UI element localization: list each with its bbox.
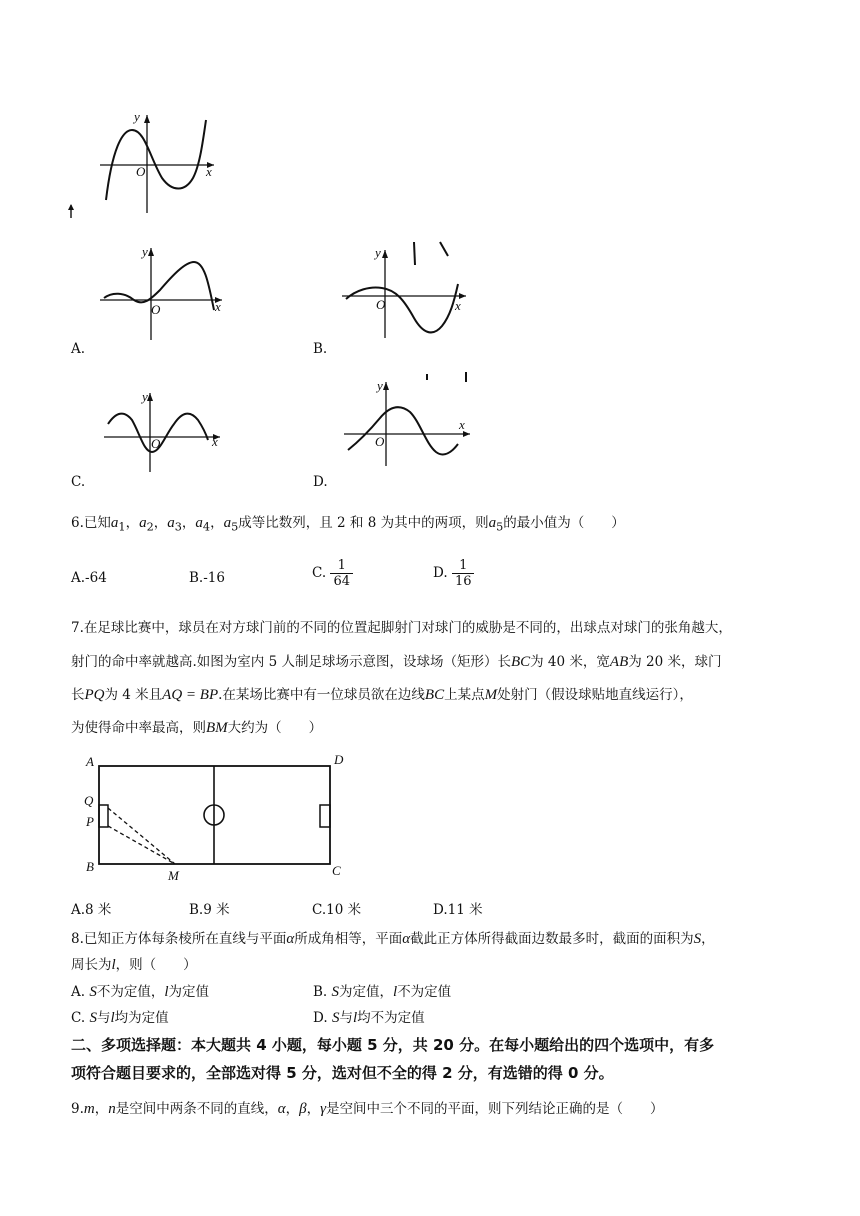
q8-option-b[interactable]: B. S为定值，l不为定值: [313, 984, 452, 1000]
q9-stem: 9.m，n是空间中两条不同的直线，α，β，γ是空间中三个不同的平面，则下列结论正确的是（ ）: [71, 1101, 664, 1117]
q6-option-c[interactable]: C. $\frac{1}{64}$: [312, 558, 353, 589]
q7-stem-line4: 为使得命中率最高，则BM大约为（ ）: [71, 720, 323, 736]
point-p-label: P: [86, 814, 94, 829]
shot-line-q: [108, 808, 175, 864]
section2-heading-line2: 项符合题目要求的，全部选对得 5 分，选对但不全的得 2 分，有选错的得 0 分。: [71, 1064, 614, 1082]
point-d-label: D: [334, 752, 344, 767]
graph-a-x-label: x: [215, 299, 221, 314]
q6-option-d-fraction: $\frac{1}{16}$: [452, 558, 475, 589]
q5-option-b-label[interactable]: B.: [313, 341, 328, 357]
q5-main-origin-label: O: [136, 164, 146, 179]
q7-stem-line3: 长PQ为 4 米且AQ = BP.在某场比赛中有一位球员欲在边线BC上某点M处射门（假设球贴地直线运行），: [71, 687, 693, 703]
shot-line-p: [108, 826, 175, 864]
q6-option-c-fraction: $\frac{1}{64}$: [330, 558, 353, 589]
q6-option-d[interactable]: D. $\frac{1}{16}$: [433, 558, 474, 589]
graph-b-y-label: y: [375, 245, 381, 260]
q5-option-d-label[interactable]: D.: [313, 474, 328, 490]
point-m-label: M: [168, 868, 179, 883]
graph-a-y-label: y: [142, 244, 148, 259]
graph-d-x-label: x: [459, 417, 465, 432]
q6-stem: 6.已知$a_1$，$a_2$，$a_3$，$a_4$，$a_5$成等比数列，且 2 和 8 为其中的两项，则$a_5$的最小值为（ ）: [71, 515, 625, 534]
q8-stem-line2: 周长为l，则（ ）: [71, 957, 197, 973]
point-b-label: B: [86, 859, 94, 874]
q5-main-y-label: y: [134, 109, 140, 124]
section2-heading-line1: 二、多项选择题：本大题共 4 小题，每小题 5 分，共 20 分。在每小题给出的四个选项中，有多: [71, 1036, 715, 1054]
point-c-label: C: [332, 863, 341, 878]
graph-c-y-label: y: [142, 389, 148, 404]
point-q-label: Q: [84, 793, 94, 808]
right-goal: [320, 805, 330, 827]
graph-c-x-label: x: [212, 434, 218, 449]
left-goal: [99, 805, 108, 827]
graph-b-origin-label: O: [376, 297, 386, 312]
q7-option-a[interactable]: A.8 米: [71, 902, 112, 918]
q7-stem-line2: 射门的命中率就越高.如图为室内 5 人制足球场示意图，设球场（矩形）长BC为 40 米，宽AB为 20 米，球门: [71, 654, 722, 670]
q5-main-x-label: x: [206, 164, 212, 179]
q7-stem-line1: 7.在足球比赛中，球员在对方球门前的不同的位置起脚射门对球门的威胁是不同的，出球点对球门的张角越大，: [71, 620, 732, 636]
q7-option-d[interactable]: D.11 米: [433, 902, 483, 918]
q5-option-c-label[interactable]: C.: [71, 474, 86, 490]
graph-b-x-label: x: [455, 298, 461, 313]
q8-option-a[interactable]: A. S不为定值，l为定值: [71, 984, 210, 1000]
q5-option-a-label[interactable]: A.: [71, 341, 86, 357]
q7-option-c[interactable]: C.10 米: [312, 902, 362, 918]
q8-option-c[interactable]: C. S与l均为定值: [71, 1010, 169, 1026]
graph-d-y-label: y: [377, 378, 383, 393]
q8-option-d[interactable]: D. S与l均不为定值: [313, 1010, 425, 1026]
graph-a-origin-label: O: [151, 302, 161, 317]
q8-stem-line1: 8.已知正方体每条棱所在直线与平面α所成角相等，平面α截此正方体所得截面边数最多时，截面的面积为S，: [71, 931, 715, 947]
graph-c-origin-label: O: [151, 436, 161, 451]
point-a-label: A: [86, 754, 94, 769]
q6-option-a[interactable]: A.-64: [71, 570, 107, 586]
graph-d-origin-label: O: [375, 434, 385, 449]
q6-option-b[interactable]: B.-16: [189, 570, 225, 586]
q7-option-b[interactable]: B.9 米: [189, 902, 230, 918]
